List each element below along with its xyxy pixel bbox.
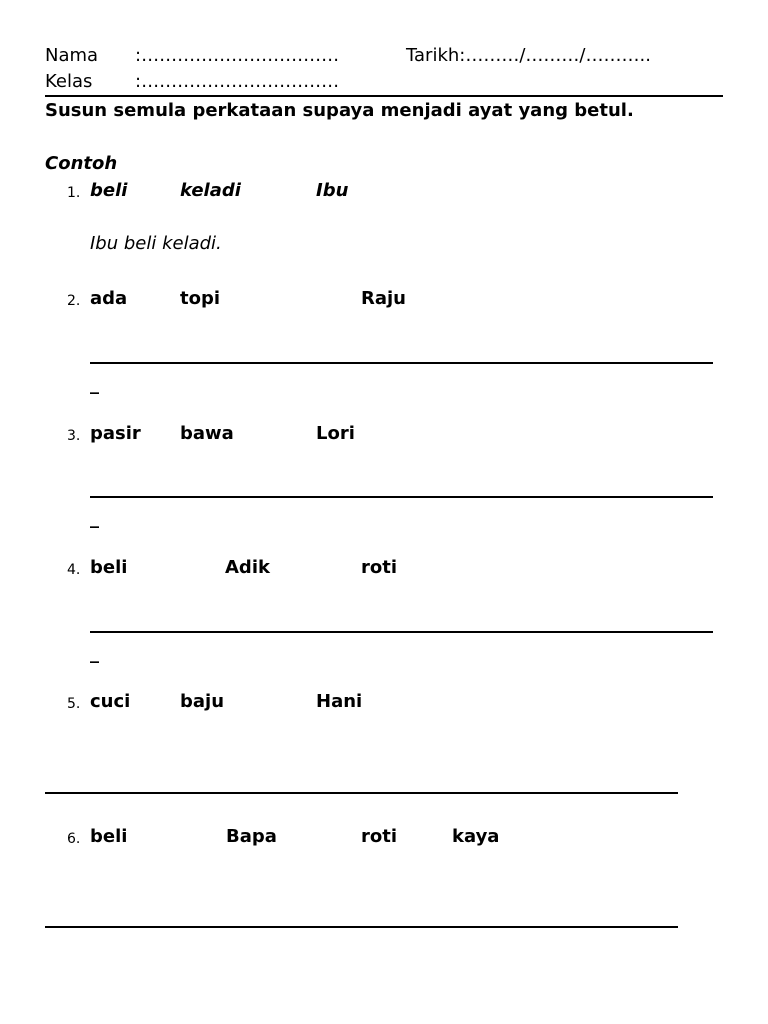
tarikh-field[interactable]: Tarikh:………/………/……….. [406,45,651,66]
word-tile: kaya [452,826,500,847]
word-tile: roti [361,826,398,847]
answer-line[interactable] [90,496,713,498]
question-number: 5. [67,696,81,712]
word-tile: ada [90,288,128,309]
word-tile: Hani [316,691,363,712]
question-number: 6. [67,831,81,847]
question-number: 3. [67,428,81,444]
word-tile: keladi [180,180,241,201]
kelas-label: Kelas [45,71,93,92]
word-tile: baju [180,691,225,712]
question-number: 4. [67,562,81,578]
word-tile: Ibu [316,180,349,201]
header-divider [45,95,723,97]
line-continuation: _ [90,508,99,529]
word-tile: beli [90,826,128,847]
word-tile: Bapa [226,826,277,847]
example-answer: Ibu beli keladi. [90,233,222,254]
word-tile: pasir [90,423,141,444]
word-tile: beli [90,180,128,201]
line-continuation: _ [90,374,99,395]
question-number: 1. [67,185,81,201]
answer-line[interactable] [45,926,678,928]
instruction: Susun semula perkataan supaya menjadi ayat yang betul. [45,100,634,121]
word-tile: beli [90,557,128,578]
line-continuation: _ [90,643,99,664]
answer-line[interactable] [45,792,678,794]
question-number: 2. [67,293,81,309]
word-tile: Raju [361,288,406,309]
word-tile: Lori [316,423,355,444]
example-heading: Contoh [45,153,118,174]
word-tile: Adik [225,557,270,578]
word-tile: topi [180,288,221,309]
kelas-field[interactable]: :…………………………… [135,71,340,92]
answer-line[interactable] [90,362,713,364]
answer-line[interactable] [90,631,713,633]
word-tile: bawa [180,423,234,444]
word-tile: roti [361,557,398,578]
nama-field[interactable]: :…………………………… [135,45,340,66]
nama-label: Nama [45,45,99,66]
word-tile: cuci [90,691,131,712]
